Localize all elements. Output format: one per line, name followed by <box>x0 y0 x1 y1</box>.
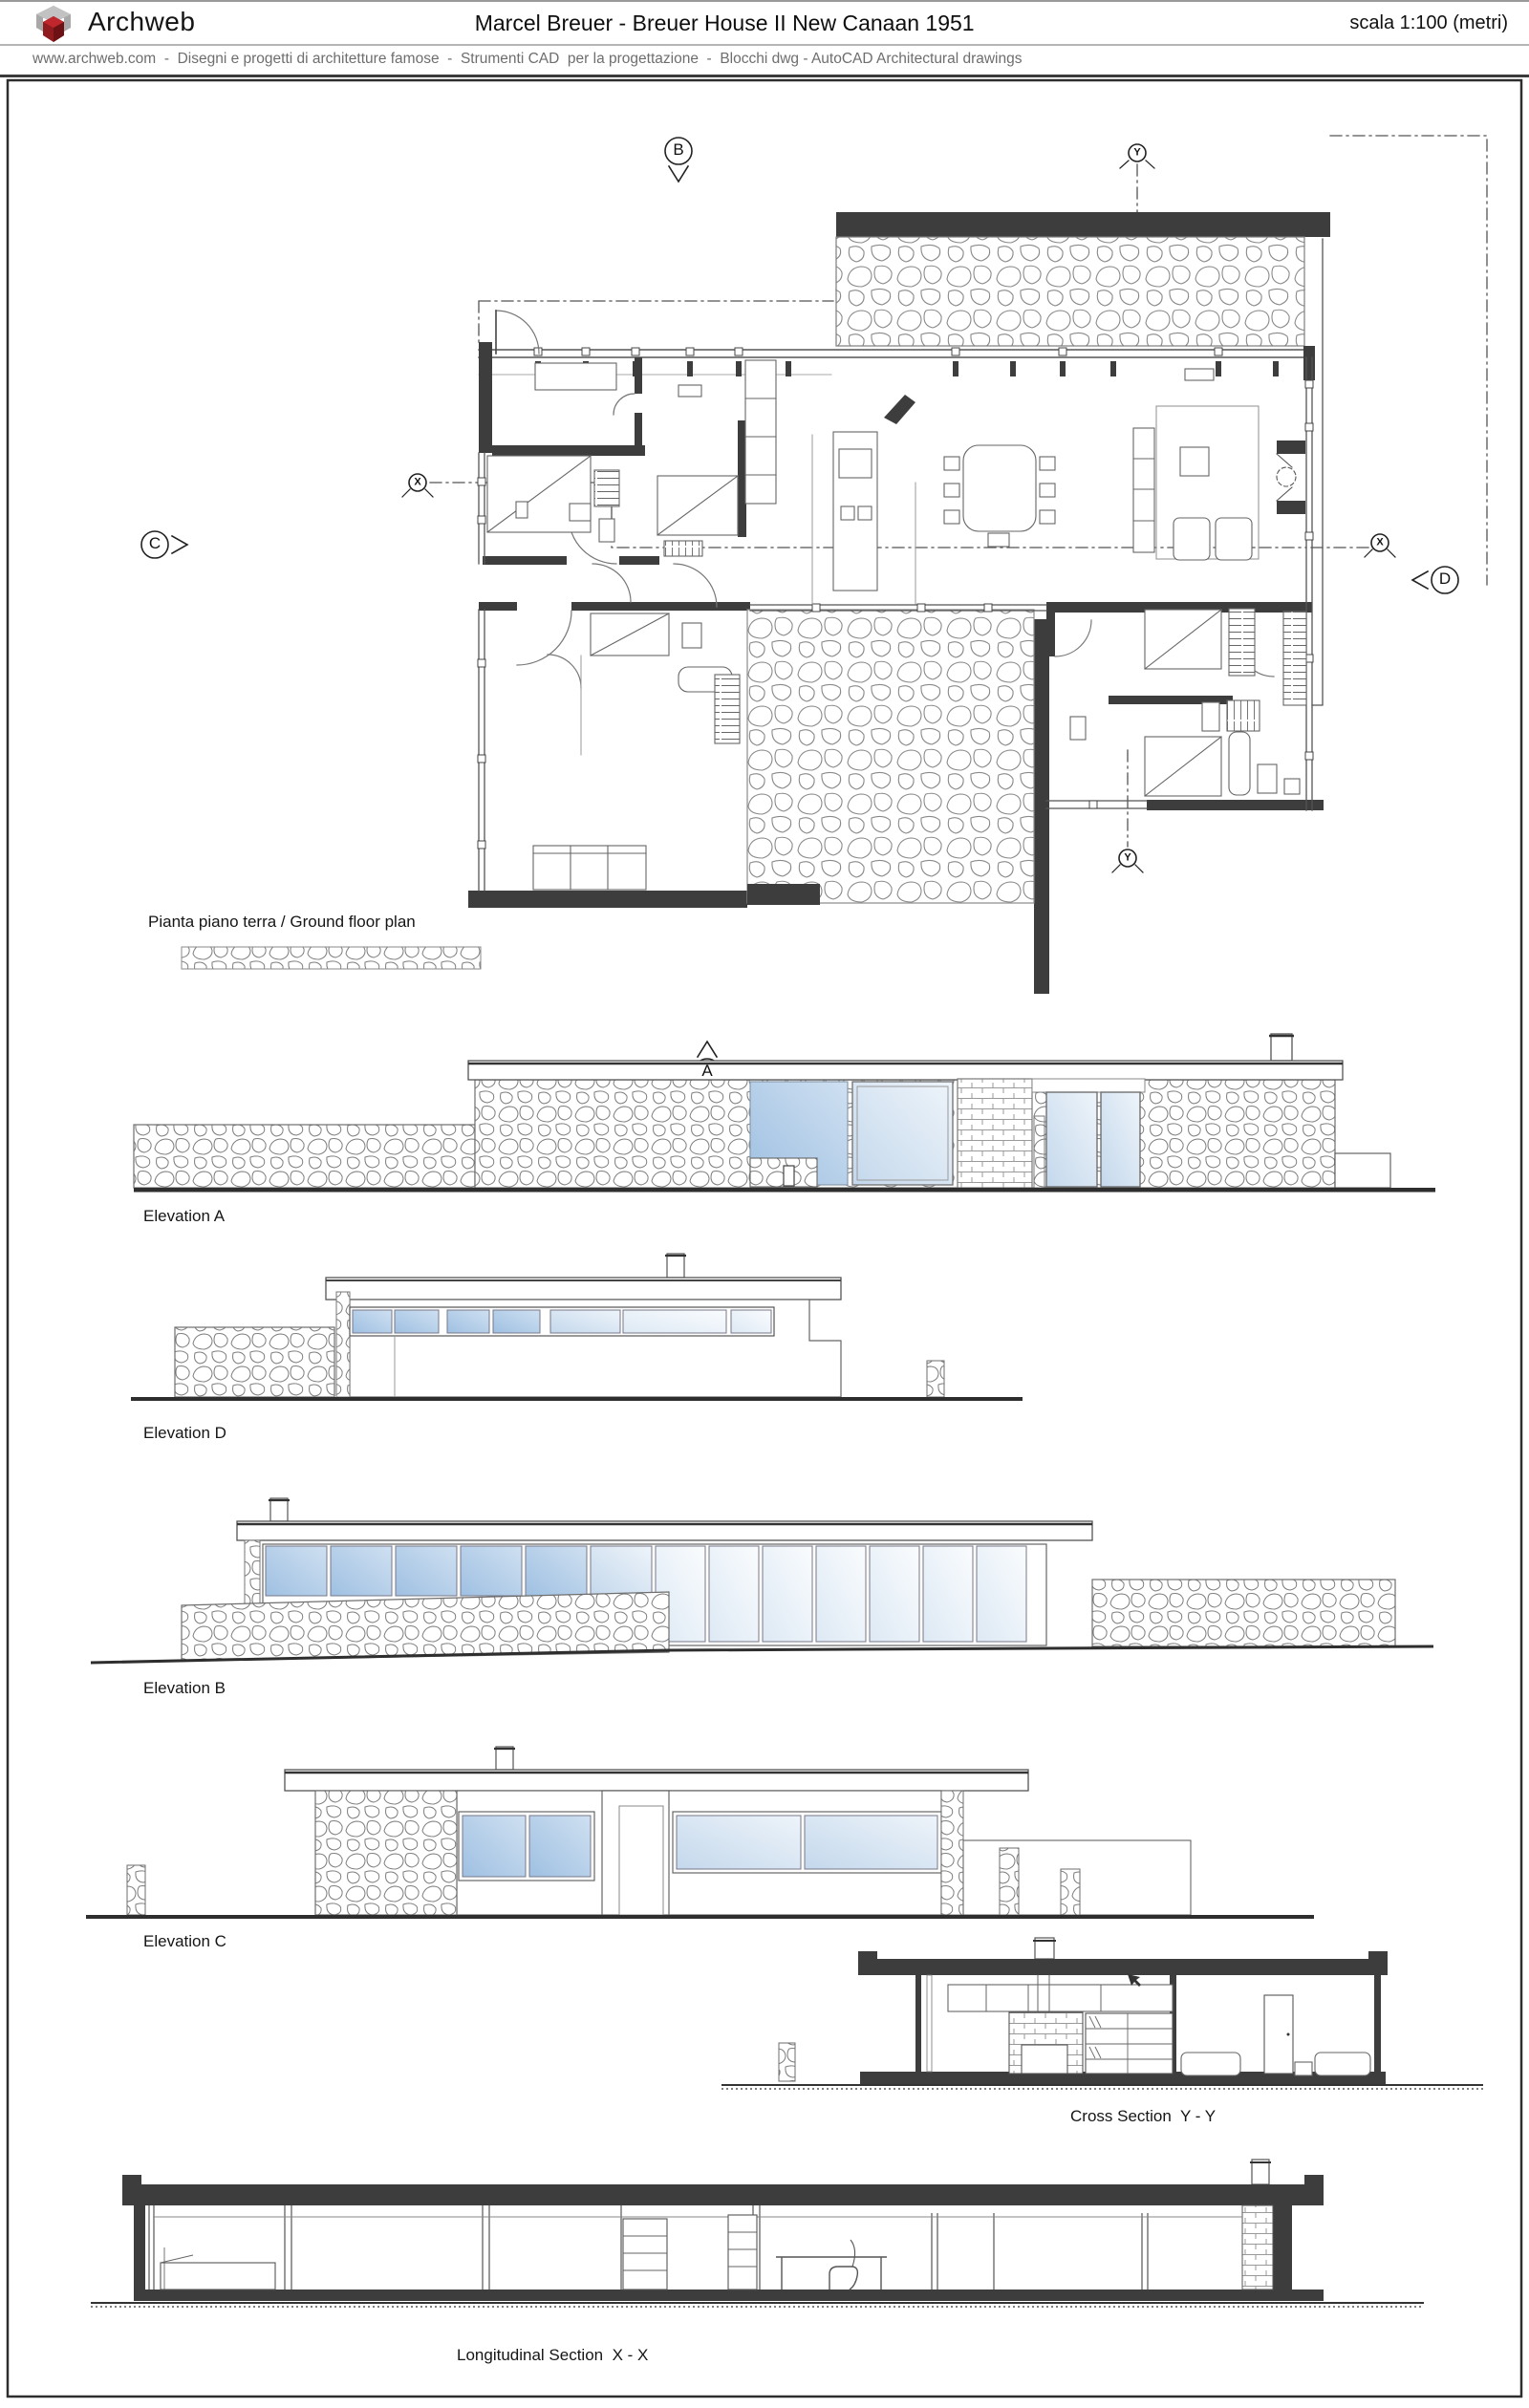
elevation-a-label: Elevation A <box>143 1207 226 1225</box>
longitudinal-section-drawing <box>91 2160 1424 2307</box>
longitudinal-section-label: Longitudinal Section X - X <box>457 2346 649 2364</box>
scale-label: scala 1:100 (metri) <box>1349 12 1508 33</box>
marker-b: B <box>673 140 684 160</box>
page-title: Marcel Breuer - Breuer House II New Canaan 1951 <box>474 11 975 35</box>
subtitle-bar <box>0 46 1529 77</box>
marker-a: A <box>701 1062 713 1081</box>
marker-x-right: X <box>1376 536 1384 548</box>
marker-y-top: Y <box>1133 146 1141 159</box>
plan-label: Pianta piano terra / Ground floor plan <box>148 913 416 931</box>
marker-y-bottom: Y <box>1124 851 1131 864</box>
elevation-d-drawing <box>131 1254 1023 1401</box>
subtitle-text[interactable]: www.archweb.com - Disegni e progetti di architetture famose - Strumenti CAD per la progettazione - Blocchi dwg - AutoCAD Architectural drawings <box>32 51 1023 67</box>
marker-d: D <box>1438 570 1452 589</box>
elevation-d-label: Elevation D <box>143 1424 226 1442</box>
cross-section-drawing <box>721 1938 1483 2089</box>
floor-plan-drawing <box>141 136 1487 1086</box>
logo-text: Archweb <box>88 7 196 36</box>
archweb-logo-icon <box>32 5 75 43</box>
marker-x-left: X <box>414 476 421 488</box>
page-header <box>0 0 1529 46</box>
elevation-b-drawing <box>91 1498 1433 1663</box>
elevation-c-label: Elevation C <box>143 1932 226 1950</box>
cross-section-label: Cross Section Y - Y <box>1070 2107 1217 2125</box>
marker-c: C <box>148 534 162 553</box>
elevation-c-drawing <box>86 1747 1314 1919</box>
elevation-a-drawing <box>134 1034 1435 1193</box>
elevation-b-label: Elevation B <box>143 1679 226 1697</box>
